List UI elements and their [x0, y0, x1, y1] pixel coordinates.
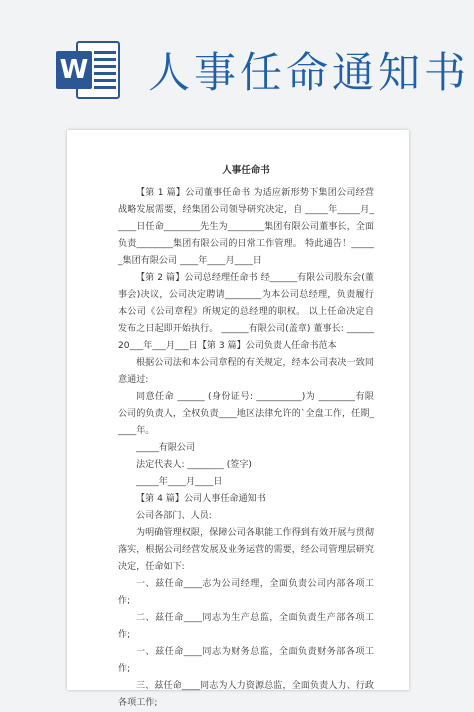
paragraph: 一、兹任命____同志为财务总监，全面负责财务部各项工作; [118, 647, 374, 674]
paragraph: 二、兹任命____同志为生产总监，全面负责生产部各项工作; [118, 613, 374, 640]
header [0, 0, 474, 120]
paragraph: 根据公司法和本公司章程的有关规定，经本公司表决一致同意通过: [118, 358, 374, 385]
word-badge: W [56, 51, 92, 89]
document-content [118, 162, 374, 712]
document-title: 人事任命书 [222, 165, 270, 176]
paragraph: 为明确管理权限，保障公司各职能工作得到有效开展与贯彻落实，根据公司经营发展及业务运营的需要，经公司管理层研究决定，任命如下: [118, 528, 374, 572]
paragraph: 同意任命 ______ (身份证号: __________)为 ________有限公司的负责人，全权负责____地区法律允许的`全盘工作，任期_____年。 [118, 392, 374, 436]
paragraph: 【第 1 篇】公司董事任命书 为适应新形势下集团公司经营战略发展需要，经集团公司领导研究决定，自 _____年_____月_____日任命________先生为________集团有限公司董事长，全面负责________集团有限公司的日常工作管理。 特此通告！______集团有限公司 ____年____月____日 [118, 188, 374, 266]
paragraph: _____年____月____日 [136, 477, 223, 487]
paragraph: 三、兹任命____同志为人力资源总监，全面负责人力、行政各项工作; [118, 681, 374, 708]
paragraph: 【第 2 篇】公司总经理任命书 经______有限公司股东会(董事会)决议，公司决定聘请________为本公司总经理，负责履行本公司《公司章程》所规定的总经理的职权。 以上任命决定自发布之日起即开始执行。 ______有限公司(盖章) 董事长: ______ 20___年___月___日【第 3 篇】公司负责人任命书范本 [118, 273, 374, 351]
word-document-icon [56, 38, 122, 102]
paragraph: 【第 4 篇】公司人事任命通知书 [136, 494, 266, 504]
page-title: 人事任命通知书 [148, 48, 471, 97]
paragraph: 一、兹任命____志为公司经理，全面负责公司内部各项工作; [118, 579, 374, 606]
paragraph: 法定代表人: ________ (签字) [136, 460, 252, 470]
paragraph: 公司各部门、人员: [136, 511, 212, 521]
paragraph: _____有限公司 [136, 443, 196, 453]
